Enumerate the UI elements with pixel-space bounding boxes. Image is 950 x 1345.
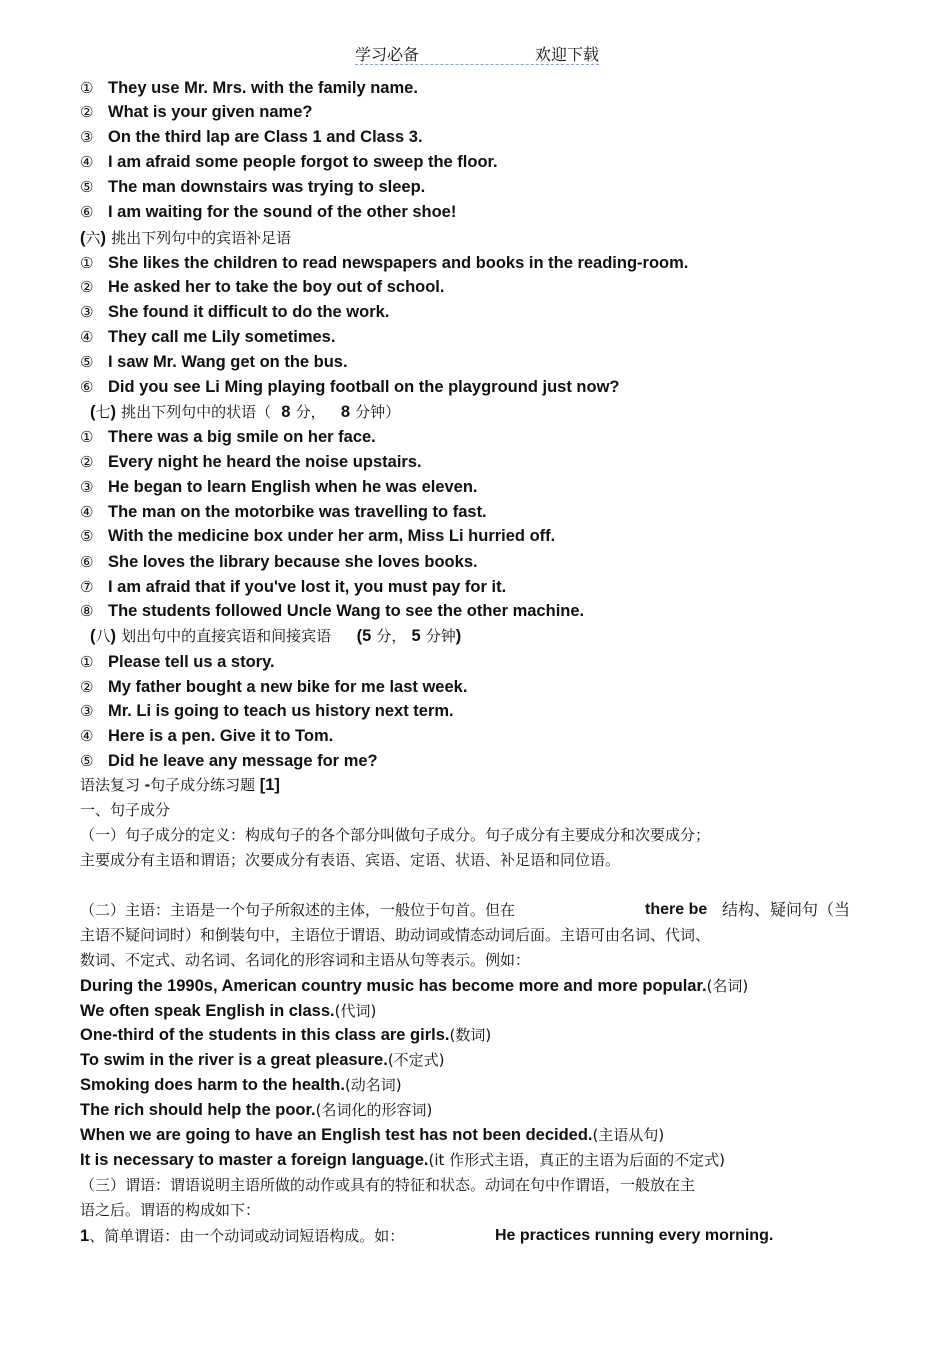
example-en: We often speak English in class. xyxy=(80,1002,335,1020)
heading-number: 六 xyxy=(85,229,101,247)
example-cn: (主语从句) xyxy=(592,1126,665,1144)
example-en: It is necessary to master a foreign language. xyxy=(80,1151,429,1169)
item-text: The students followed Uncle Wang to see the other machine. xyxy=(108,602,585,620)
predicate-line: （三）谓语：谓语说明主语所做的动作或具有的特征和状态。动词在句中作谓语，一般放在主 xyxy=(80,1176,696,1194)
list-item xyxy=(80,352,348,372)
item-text: I saw Mr. Wang get on the bus. xyxy=(108,353,348,371)
item-number: ④ xyxy=(80,727,94,745)
item-number: ① xyxy=(80,428,94,446)
subject-line: （二）主语：主语是一个句子所叙述的主体，一般位于句首。但在 xyxy=(80,901,516,919)
item-text: Did he leave any message for me? xyxy=(108,752,378,770)
heading-paren: ) xyxy=(100,229,107,247)
heading-paren: ( xyxy=(80,229,86,247)
example-cn: (不定式) xyxy=(387,1051,445,1069)
item-text: What is your given name? xyxy=(108,103,313,121)
heading-score-unit: 分， xyxy=(376,627,407,645)
example-en: To swim in the river is a great pleasure. xyxy=(80,1051,388,1069)
list-item xyxy=(80,302,389,322)
list-item xyxy=(80,277,444,297)
list-item xyxy=(80,601,584,621)
heading-title: 挑出下列句中的宾语补足语 xyxy=(111,229,292,247)
section-heading xyxy=(90,626,461,646)
list-item xyxy=(80,253,688,273)
list-item xyxy=(80,78,418,98)
part-heading: 一、句子成分 xyxy=(80,801,171,819)
review-title-cn2: 句子成分练习题 xyxy=(150,776,256,794)
heading-score-unit: 分， xyxy=(295,403,326,421)
example-cn: (it 作形式主语，真正的主语为后面的不定式) xyxy=(428,1151,725,1169)
list-item xyxy=(80,102,312,122)
heading-paren: ) xyxy=(110,403,117,421)
heading-paren: ) xyxy=(110,627,117,645)
item-text: Did you see Li Ming playing football on the playground just now? xyxy=(108,378,620,396)
item-text: She loves the library because she loves books. xyxy=(108,553,478,571)
item-number: ⑥ xyxy=(80,378,94,396)
item-number: ⑥ xyxy=(80,203,94,221)
item-text: Please tell us a story. xyxy=(108,653,275,671)
heading-paren: ( xyxy=(90,627,96,645)
item-text: Every night he heard the noise upstairs. xyxy=(108,453,422,471)
item-text: There was a big smile on her face. xyxy=(108,428,376,446)
predicate-cn: 、简单谓语：由一个动词或动词短语构成。如： xyxy=(89,1227,405,1245)
example-line xyxy=(80,1025,491,1045)
review-title xyxy=(80,775,280,795)
list-item xyxy=(80,701,454,721)
list-item xyxy=(80,427,376,447)
item-number: ② xyxy=(80,278,94,296)
predicate-example: He practices running every morning. xyxy=(495,1227,774,1244)
review-title-dash: - xyxy=(140,776,151,794)
example-en: Smoking does harm to the health. xyxy=(80,1076,345,1094)
section-heading xyxy=(80,228,291,248)
review-title-tag: [1] xyxy=(255,776,280,794)
item-text: I am afraid some people forgot to sweep the floor. xyxy=(108,153,498,171)
item-number: ① xyxy=(80,79,94,97)
subject-line-end: 结构、疑问句（当 xyxy=(722,900,851,919)
example-cn: (代词) xyxy=(334,1002,377,1020)
item-text: They call me Lily sometimes. xyxy=(108,328,336,346)
item-number: ③ xyxy=(80,478,94,496)
heading-time: 8 xyxy=(340,403,351,421)
item-number: ④ xyxy=(80,328,94,346)
definition-line: 主要成分有主语和谓语；次要成分有表语、宾语、定语、状语、补足语和同位语。 xyxy=(80,851,621,869)
item-text: I am afraid that if you've lost it, you must pay for it. xyxy=(108,578,507,596)
item-text: With the medicine box under her arm, Miss Li hurried off. xyxy=(108,527,556,545)
list-item xyxy=(80,327,335,347)
list-item xyxy=(80,477,478,497)
item-number: ② xyxy=(80,103,94,121)
example-line xyxy=(80,1050,445,1070)
example-en: One-third of the students in this class are girls. xyxy=(80,1026,450,1044)
item-text: Here is a pen. Give it to Tom. xyxy=(108,727,334,745)
item-number: ⑤ xyxy=(80,353,94,371)
list-item xyxy=(80,377,620,397)
example-line xyxy=(80,1125,664,1145)
item-text: Mr. Li is going to teach us history next term. xyxy=(108,702,454,720)
item-text: I am waiting for the sound of the other shoe! xyxy=(108,203,457,221)
list-item xyxy=(80,526,555,546)
predicate-line: 语之后。谓语的构成如下： xyxy=(80,1201,261,1219)
there-be-phrase: there be xyxy=(645,901,708,918)
header-left-text: 学习必备 xyxy=(355,45,420,64)
item-number: ③ xyxy=(80,303,94,321)
item-text: My father bought a new bike for me last week. xyxy=(108,678,468,696)
heading-number: 七 xyxy=(95,403,111,421)
list-item xyxy=(80,552,478,572)
item-number: ⑥ xyxy=(80,553,94,571)
example-en: When we are going to have an English test has not been decided. xyxy=(80,1126,593,1144)
example-line xyxy=(80,1150,725,1170)
item-number: ① xyxy=(80,653,94,671)
list-item xyxy=(80,652,275,672)
heading-score: 5 xyxy=(362,627,372,645)
subject-line: 数词、不定式、动名词、名词化的形容词和主语从句等表示。例如： xyxy=(80,951,531,969)
page-header xyxy=(355,40,599,65)
item-text: They use Mr. Mrs. with the family name. xyxy=(108,79,418,97)
subject-line: 主语不疑问词时）和倒装句中，主语位于谓语、助动词或情态动词后面。主语可由名词、代词、 xyxy=(80,926,711,944)
heading-paren: ( xyxy=(90,403,96,421)
list-item xyxy=(80,127,423,147)
item-number: ② xyxy=(80,453,94,471)
list-item xyxy=(80,502,487,522)
heading-paren: ) xyxy=(455,627,462,645)
item-number: ⑧ xyxy=(80,602,94,620)
item-number: ⑦ xyxy=(80,578,94,596)
item-text: The man on the motorbike was travelling to fast. xyxy=(108,503,487,521)
list-item xyxy=(80,726,333,746)
heading-time: 5 xyxy=(411,627,421,645)
list-item xyxy=(80,751,378,771)
item-number: ③ xyxy=(80,702,94,720)
item-text: He asked her to take the boy out of school. xyxy=(108,278,445,296)
example-cn: (数词) xyxy=(449,1026,492,1044)
item-number: ② xyxy=(80,678,94,696)
item-number: ④ xyxy=(80,503,94,521)
heading-title: 划出句中的直接宾语和间接宾语 xyxy=(121,627,332,645)
heading-time-unit: 分钟） xyxy=(355,403,401,421)
item-text: He began to learn English when he was eleven. xyxy=(108,478,478,496)
example-cn: (名词) xyxy=(706,977,749,995)
heading-title: 挑出下列句中的状语（ xyxy=(121,403,272,421)
item-number: ⑤ xyxy=(80,527,94,545)
heading-score: 8 xyxy=(281,403,291,421)
item-number: ⑤ xyxy=(80,752,94,770)
item-number: ④ xyxy=(80,153,94,171)
predicate-line xyxy=(80,1226,404,1246)
heading-time-unit: 分钟 xyxy=(425,627,456,645)
example-en: During the 1990s, American country music has become more and more popular. xyxy=(80,977,707,995)
item-text: The man downstairs was trying to sleep. xyxy=(108,178,426,196)
definition-line: （一）句子成分的定义：构成句子的各个部分叫做句子成分。句子成分有主要成分和次要成分； xyxy=(80,826,711,844)
list-item xyxy=(80,452,422,472)
example-cn: (动名词) xyxy=(344,1076,402,1094)
heading-paren: ( xyxy=(356,627,363,645)
heading-number: 八 xyxy=(95,627,111,645)
review-title-cn: 语法复习 xyxy=(80,776,141,794)
list-item xyxy=(80,177,425,197)
list-item xyxy=(80,577,506,597)
list-item xyxy=(80,677,467,697)
example-line xyxy=(80,1075,402,1095)
example-line xyxy=(80,976,748,996)
example-line xyxy=(80,1100,432,1120)
item-number: ⑤ xyxy=(80,178,94,196)
example-cn: (名词化的形容词) xyxy=(315,1101,433,1119)
example-line xyxy=(80,1001,376,1021)
item-text: She found it difficult to do the work. xyxy=(108,303,390,321)
section-heading xyxy=(90,402,400,422)
example-en: The rich should help the poor. xyxy=(80,1101,316,1119)
item-number: ③ xyxy=(80,128,94,146)
list-item xyxy=(80,152,498,172)
item-text: On the third lap are Class 1 and Class 3. xyxy=(108,128,423,146)
list-item xyxy=(80,202,456,222)
predicate-number: 1 xyxy=(80,1227,90,1245)
item-text: She likes the children to read newspapers and books in the reading-room. xyxy=(108,254,689,272)
header-right-text: 欢迎下载 xyxy=(534,45,599,64)
item-number: ① xyxy=(80,254,94,272)
